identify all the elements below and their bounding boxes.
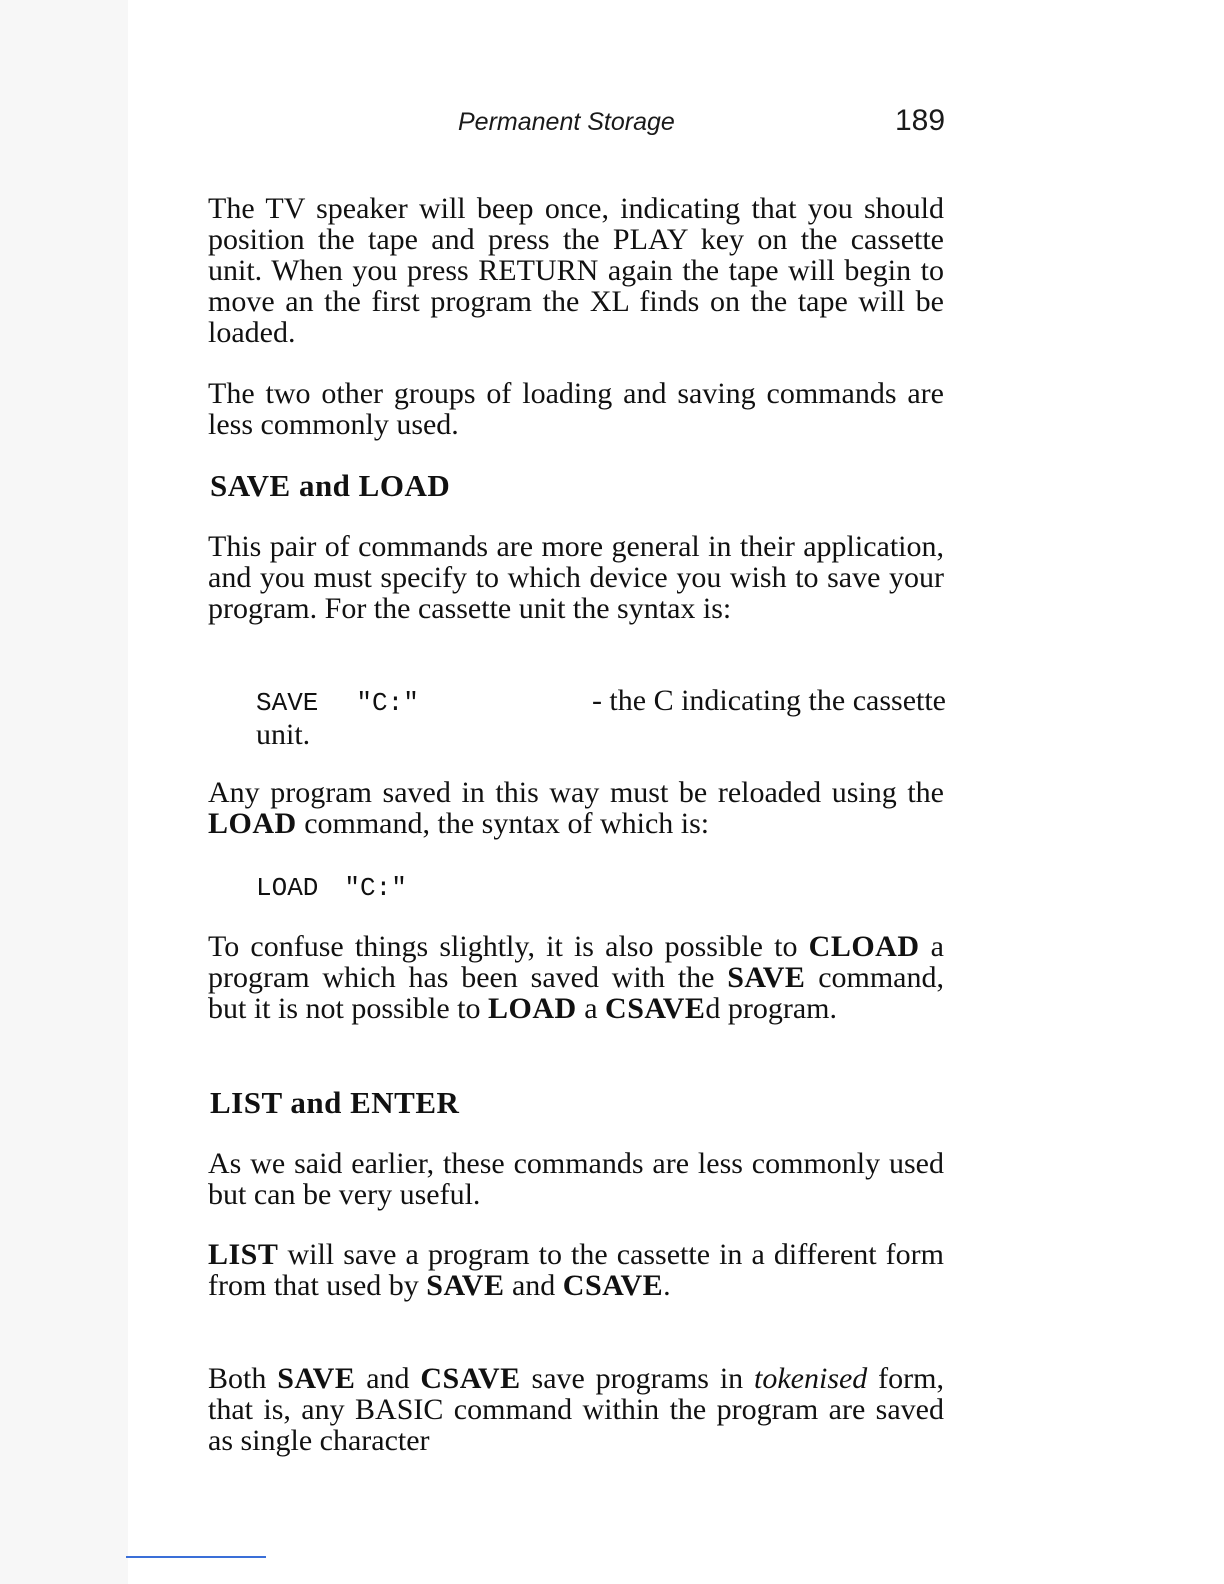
paragraph-other-groups: The two other groups of loading and saving commands are less commonly used. [208, 377, 944, 441]
paragraph-save-load-intro: This pair of commands are more general in their application, and you must specify to which device you wish to save your program. For the cassette unit the syntax is: [208, 530, 944, 625]
keyword-cload: CLOAD [808, 930, 920, 963]
scan-margin [0, 0, 128, 1584]
paragraph-cload-note: To confuse things slightly, it is also possible to CLOAD a program which has been saved with the SAVE command, but it is not possible to LOAD a CSAVEd program. [208, 930, 944, 1025]
paragraph-reload: Any program saved in this way must be reloaded using the LOAD command, the syntax of which is: [208, 776, 944, 840]
keyword-csave: CSAVE [562, 1269, 664, 1302]
code-argument: "C:" [356, 688, 419, 718]
code-example-load [256, 870, 946, 904]
paragraph-list-description: LIST will save a program to the cassette in a different form from that used by SAVE and CSAVE. [208, 1238, 944, 1302]
code-keyword: SAVE [256, 688, 319, 718]
keyword-csave: CSAVE [420, 1362, 521, 1395]
keyword-save: SAVE [727, 961, 806, 994]
keyword-csave: CSAVE [605, 992, 706, 1025]
emphasis-tokenised: tokenised [754, 1362, 868, 1395]
section-heading-save-load: SAVE and LOAD [210, 468, 451, 503]
code-explanation-continued: unit. [256, 718, 311, 751]
paragraph-list-enter-intro: As we said earlier, these commands are less commonly used but can be very useful. [208, 1147, 944, 1211]
keyword-save: SAVE [426, 1269, 505, 1302]
section-heading-list-enter: LIST and ENTER [210, 1085, 460, 1120]
keyword-save: SAVE [277, 1362, 356, 1395]
paragraph-tape-loading: The TV speaker will beep once, indicating that you should position the tape and press the PLAY key on the cassette unit. When you press RETURN again the tape will begin to move an the first program the XL finds on the tape will be loaded. [208, 192, 944, 349]
code-example-save [256, 685, 946, 750]
bottom-rule [126, 1556, 266, 1558]
code-argument: "C:" [344, 873, 407, 903]
keyword-load: LOAD [208, 807, 297, 840]
paragraph-tokenised: Both SAVE and CSAVE save programs in tokenised form, that is, any BASIC command within the program are saved as single character [208, 1362, 944, 1457]
keyword-load: LOAD [488, 992, 577, 1025]
page-number: 189 [895, 104, 946, 137]
keyword-list: LIST [208, 1238, 279, 1271]
code-keyword: LOAD [256, 873, 319, 903]
code-explanation: - the C indicating the cassette [591, 684, 946, 717]
running-head: Permanent Storage [458, 108, 675, 136]
